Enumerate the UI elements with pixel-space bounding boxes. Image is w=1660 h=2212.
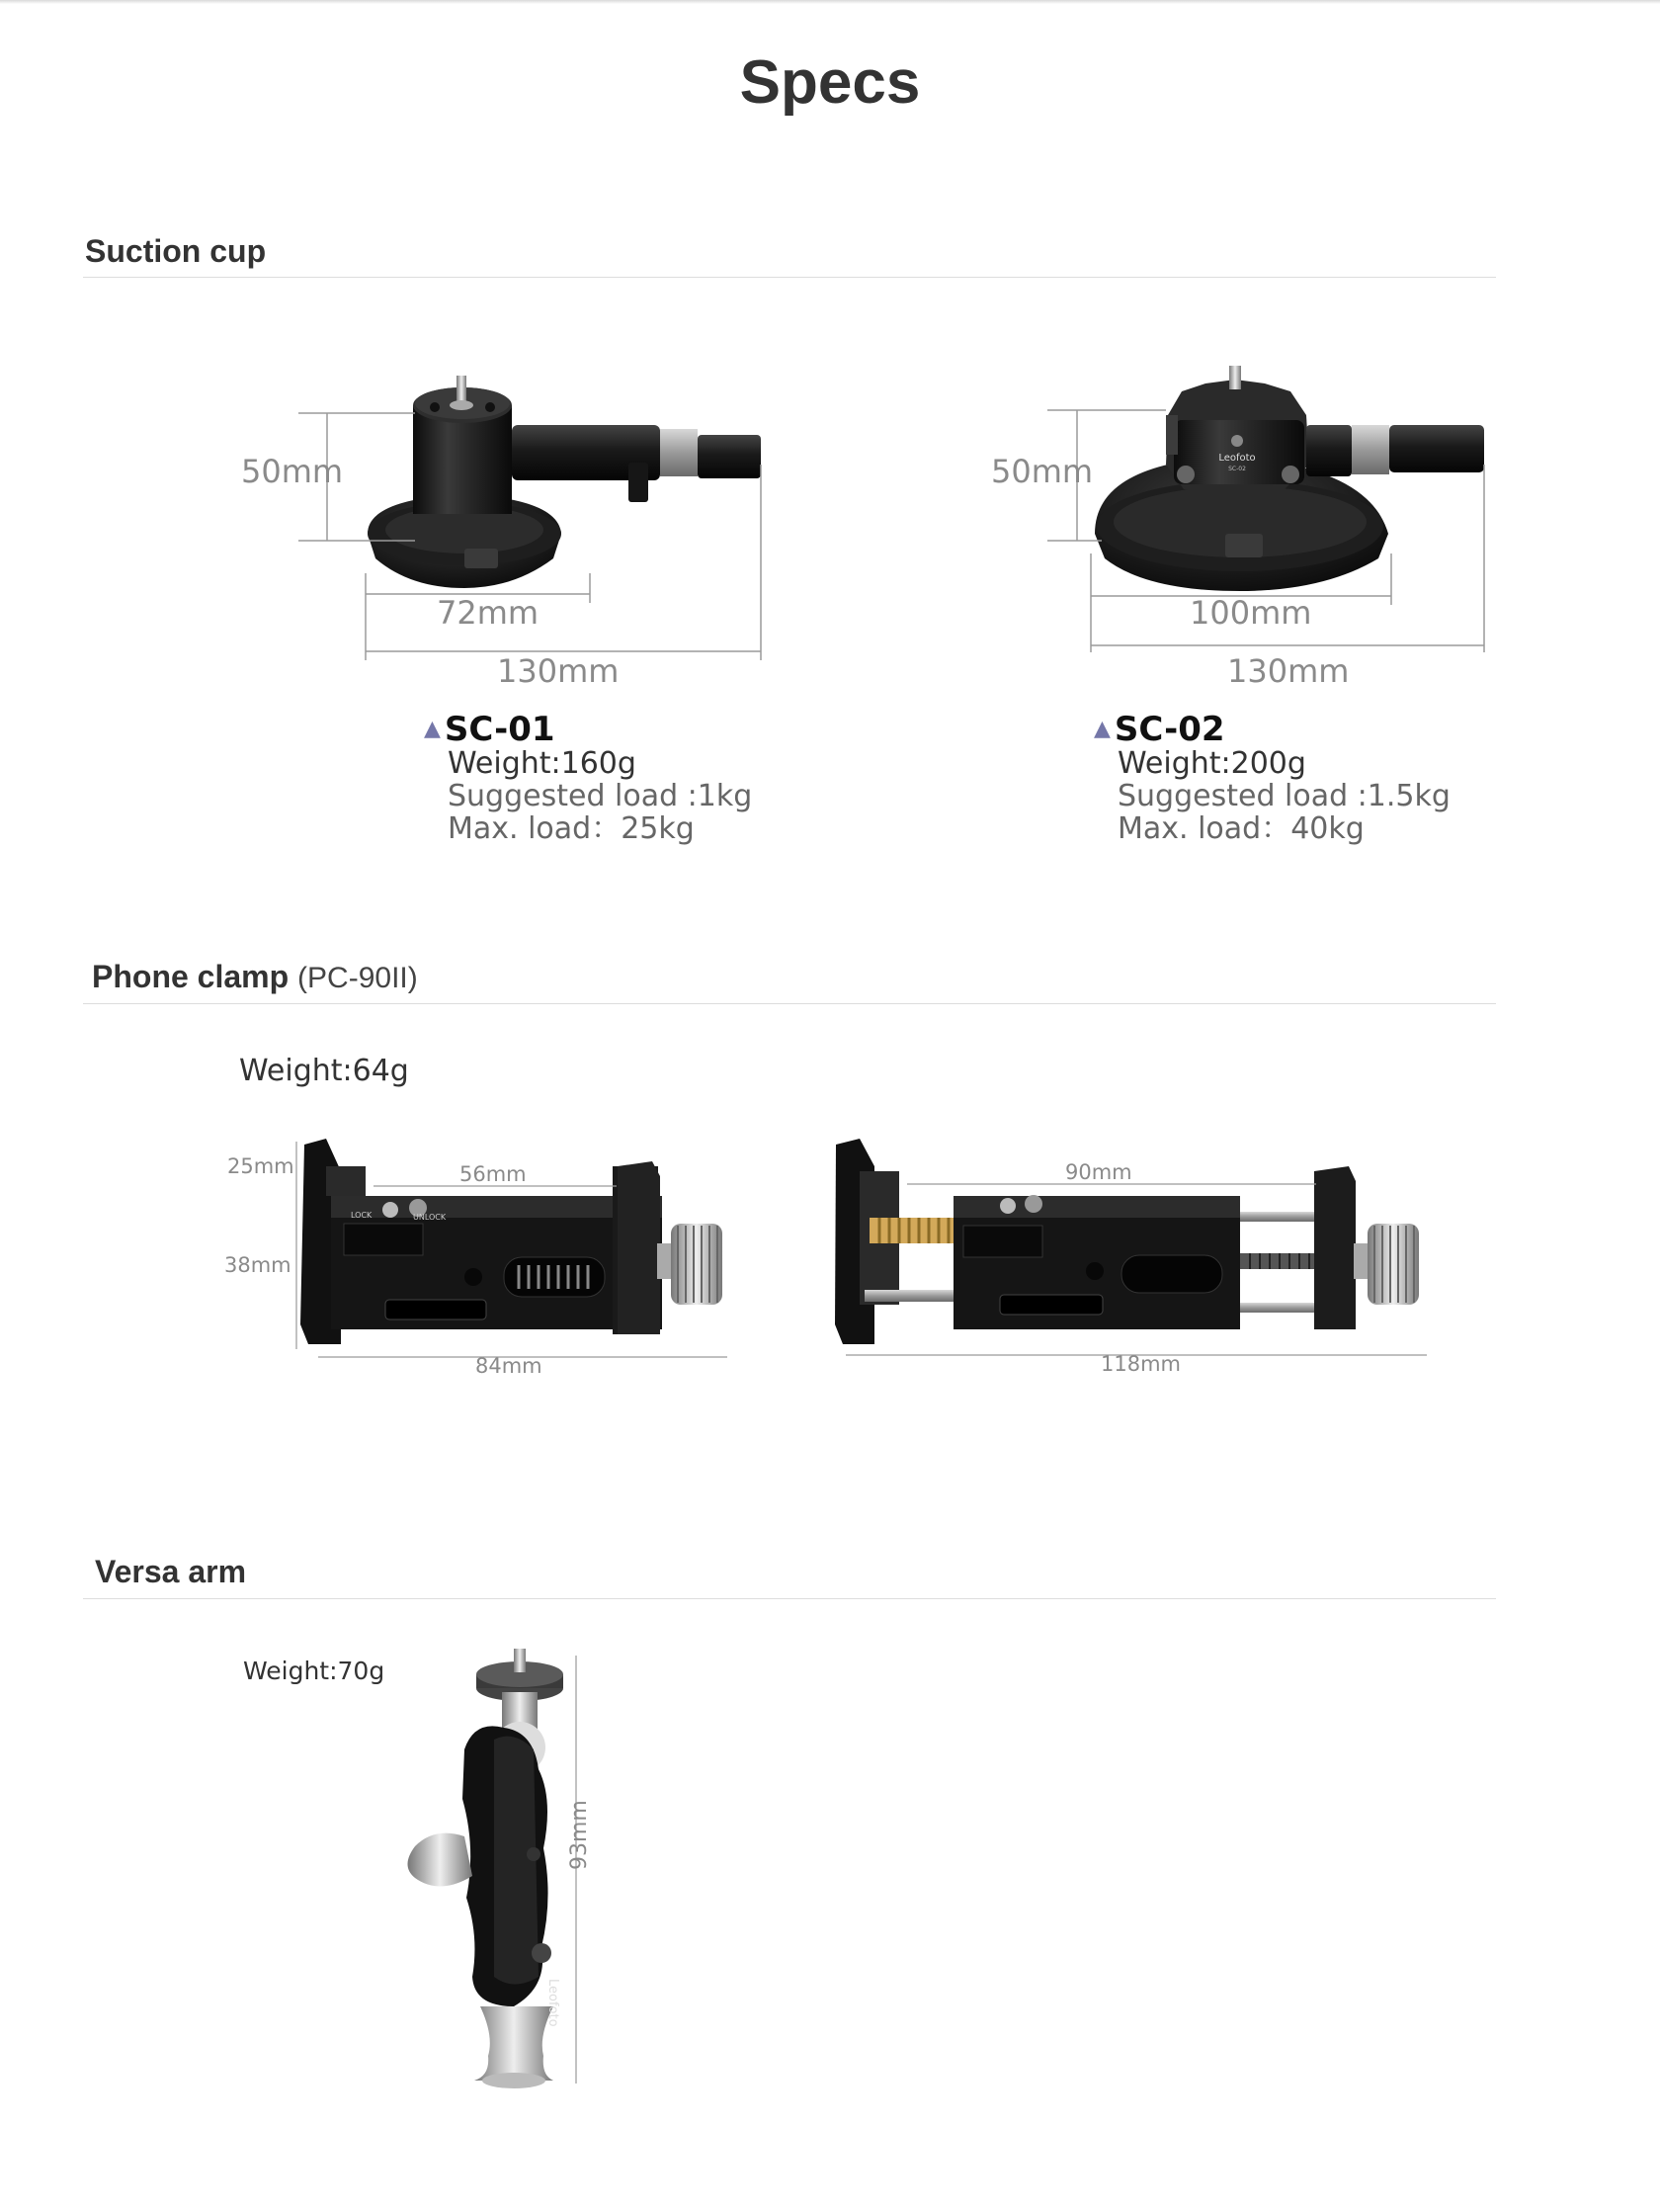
sc02-suggested-load: Suggested load :1.5kg xyxy=(1118,779,1451,813)
sc01-base-label: 72mm xyxy=(437,594,540,632)
sc02-model-name: SC-02 xyxy=(1114,710,1225,749)
sc02-model xyxy=(1094,712,1451,747)
sc02-height-label: 50mm xyxy=(991,453,1094,490)
sc01-length-label: 130mm xyxy=(497,652,620,690)
sc01-model xyxy=(424,712,752,747)
versa-arm-height-label: 93mm xyxy=(567,1800,592,1870)
clamp-unlock-label: UNLOCK xyxy=(413,1213,447,1222)
section-heading-versa-arm: Versa arm xyxy=(95,1554,247,1589)
triangle-marker-icon: ▲ xyxy=(1094,717,1111,741)
versa-arm-weight: Weight:70g xyxy=(243,1657,385,1685)
clamp-lock-label: LOCK xyxy=(351,1211,373,1220)
clamp-open-opening-label: 90mm xyxy=(1065,1160,1132,1184)
clamp-closed-opening-label: 56mm xyxy=(459,1162,527,1186)
clamp-depth-label: 25mm xyxy=(227,1154,294,1178)
sc01-spec-block xyxy=(424,712,752,845)
phone-clamp-model: (PC-90II) xyxy=(297,962,418,994)
versa-arm-logo-text: Leofoto xyxy=(545,1979,560,2027)
sc01-max-load: Max. load：25kg xyxy=(448,811,695,846)
section-heading-phone-clamp xyxy=(92,959,418,995)
sc01-suggested-load: Suggested load :1kg xyxy=(448,779,753,813)
triangle-marker-icon: ▲ xyxy=(424,717,441,741)
clamp-height-label: 38mm xyxy=(224,1253,291,1277)
sc02-spec-block xyxy=(1094,712,1451,845)
section-divider xyxy=(83,1598,1496,1599)
section-heading-suction-cup: Suction cup xyxy=(85,233,267,269)
versa-arm-drawing xyxy=(408,1649,564,2088)
sc01-weight: Weight:160g xyxy=(448,746,636,781)
sc02-logo-text: Leofoto xyxy=(1218,453,1256,464)
section-divider xyxy=(83,1003,1496,1004)
sc02-logo-sub: SC-02 xyxy=(1228,466,1246,472)
clamp-closed-length-label: 84mm xyxy=(475,1354,542,1378)
sc02-length-label: 130mm xyxy=(1227,652,1350,690)
sc02-weight: Weight:200g xyxy=(1118,746,1306,781)
clamp-open-length-label: 118mm xyxy=(1101,1352,1181,1376)
sc02-drawing xyxy=(1095,366,1484,591)
sc02-base-label: 100mm xyxy=(1190,594,1312,632)
sc01-drawing xyxy=(368,376,761,588)
sc02-max-load: Max. load：40kg xyxy=(1118,811,1365,846)
phone-clamp-weight: Weight:64g xyxy=(239,1054,409,1088)
phone-clamp-heading: Phone clamp xyxy=(92,959,290,994)
page-title: Specs xyxy=(739,48,921,117)
sc01-height-label: 50mm xyxy=(241,453,344,490)
sc01-model-name: SC-01 xyxy=(444,710,555,749)
